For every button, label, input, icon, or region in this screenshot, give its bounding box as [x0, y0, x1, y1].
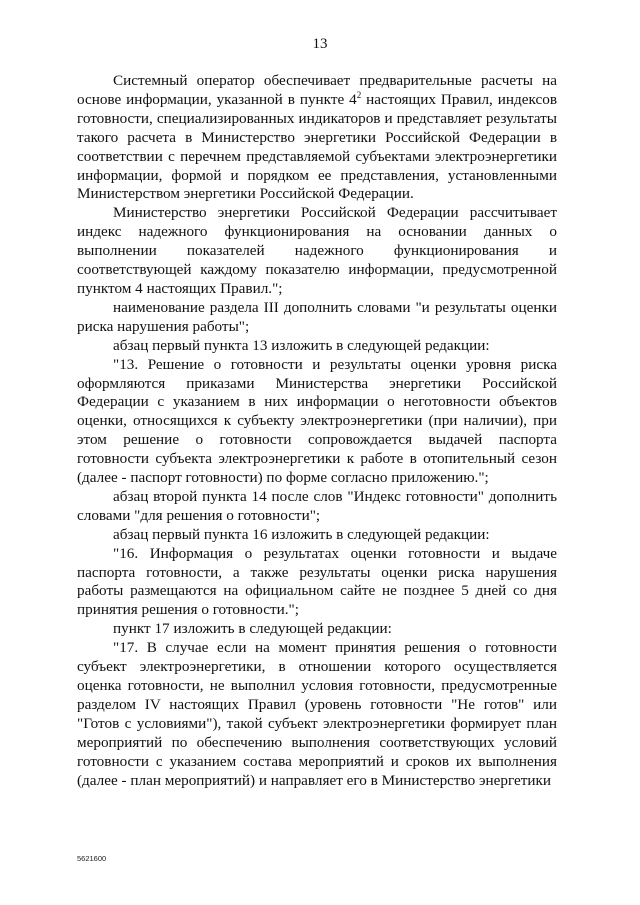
paragraph-item-13-text: "13. Решение о готовности и результаты оценки уровня риска оформляются приказами Министерства энергетики Российской Федерации с указанием в них информации о неготовности объектов оценки, относящихся к субъекту электроэнергетики (при наличии), при этом решение о готовности сопровождается выдачей паспорта готовности субъекта электроэнергетики к работе в отопительный сезон (далее - паспорт готовности) по форме согласно приложению."; [77, 355, 557, 487]
paragraph-item-13-intro: абзац первый пункта 13 изложить в следующей редакции: [113, 336, 490, 354]
paragraph-item-17-intro: пункт 17 изложить в следующей редакции: [113, 620, 392, 638]
paragraph-item-14-amendment: абзац второй пункта 14 после слов "Индекс готовности" дополнить словами "для решения о готовности"; [77, 487, 557, 524]
paragraph-system-operator [77, 72, 557, 204]
paragraph-item-16-intro: абзац первый пункта 16 изложить в следующей редакции: [113, 525, 490, 543]
paragraph-ministry-index: Министерство энергетики Российской Федерации рассчитывает индекс надежного функционирования на основании данных о выполнении показателей надежного функционирования и соответствующей каждому показателю информации, предусмотренной пунктом 4 настоящих Правил."; [77, 204, 557, 297]
page-number: 13 [312, 36, 328, 52]
paragraph-text-part: настоящих Правил, индексов готовности, специализированных индикаторов и представляет результаты такого расчета в Министерство энергетики Российской Федерации в соответствии с перечнем представляемой субъектами электроэнергетики информации, формой и порядком ее представления, установленными Министерством энергетики Российской Федерации. [77, 90, 557, 203]
document-code: 5621600 [77, 854, 107, 863]
superscript: 2 [356, 89, 362, 100]
paragraph-section-iii-title: наименование раздела III дополнить словами "и результаты оценки риска нарушения работы"; [77, 298, 557, 335]
paragraph-item-16-text: "16. Информация о результатах оценки готовности и выдаче паспорта готовности, а также результаты оценки риска нарушения работы размещаются на официальном сайте не позднее 5 дней со дня принятия решения о готовности."; [77, 544, 557, 619]
paragraph-text-part: Системный оператор обеспечивает предварительные расчеты на основе информации, указанной в пункте 4 [77, 72, 557, 108]
paragraph-item-17-text: "17. В случае если на момент принятия решения о готовности субъект электроэнергетики, в отношении которого осуществляется оценка готовности, не выполнил условия готовности, предусмотренные разделом IV настоящих Правил (уровень готовности "Не готов" или "Готов с условиями"), такой субъект электроэнергетики формирует план мероприятий по обеспечению выполнения соответствующих условий готовности с указанием состава мероприятий и сроков их выполнения (далее - план мероприятий) и направляет его в Министерство энергетики [77, 639, 557, 789]
document-body [77, 72, 557, 790]
